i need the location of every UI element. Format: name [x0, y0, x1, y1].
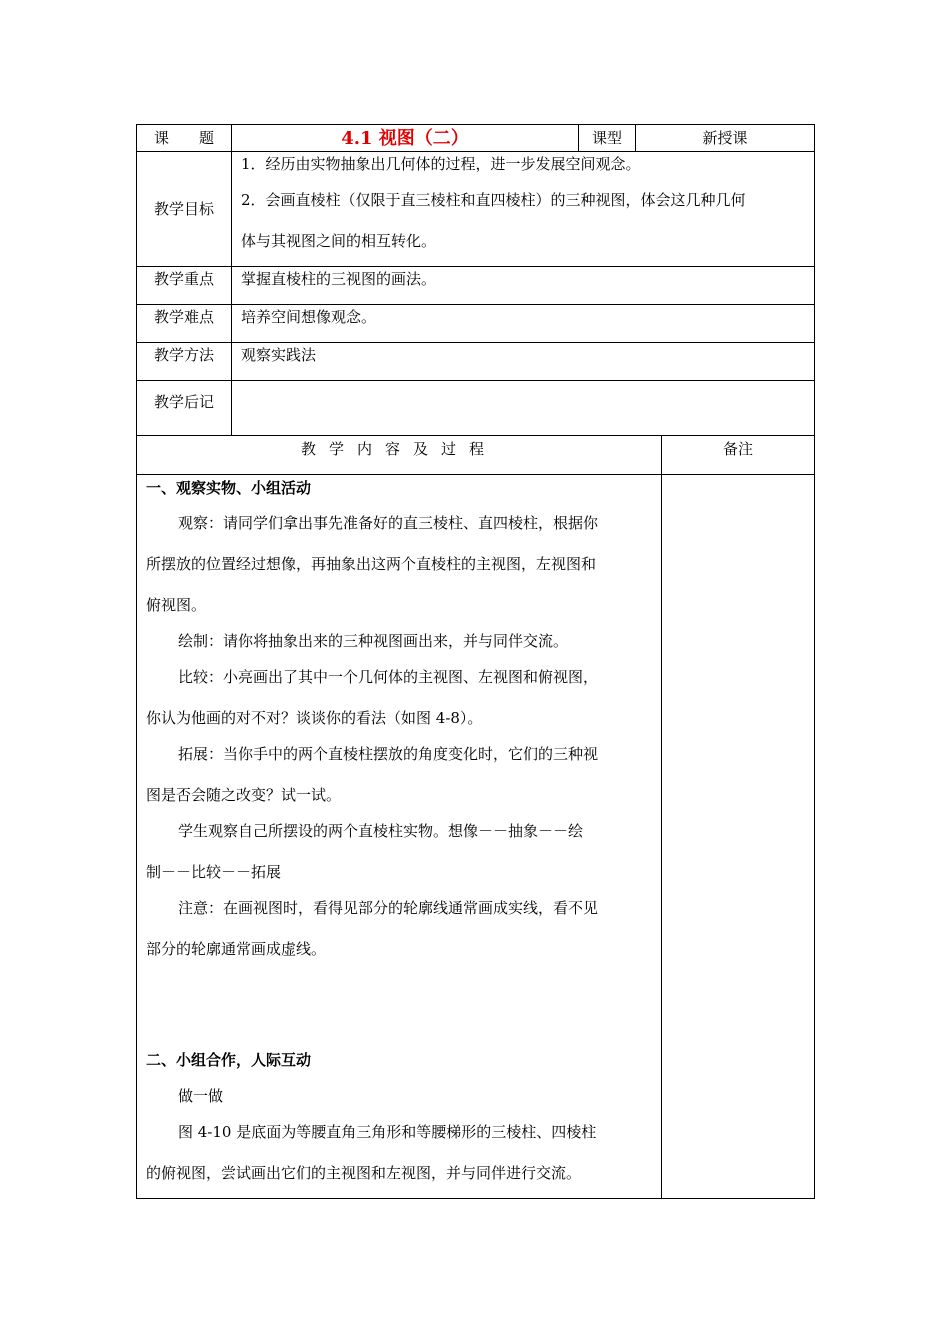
section-1-line-6: 你认为他画的对不对？谈谈你的看法（如图 4-8）。 — [146, 709, 483, 727]
rule-after-topic — [136, 151, 815, 152]
reflection-label: 教学后记 — [153, 393, 214, 411]
section-1-line-12: 部分的轮廓通常画成虚线。 — [146, 940, 327, 958]
method-value: 观察实践法 — [241, 346, 317, 364]
key-point-value: 掌握直棱柱的三视图的画法。 — [241, 270, 437, 288]
lesson-type-label: 课型 — [591, 129, 622, 147]
section-2-heading: 二、小组合作，人际互动 — [146, 1051, 312, 1069]
section-1-line-3: 俯视图。 — [146, 596, 207, 614]
rule-after-difficulty — [136, 342, 815, 343]
rule-after-focus — [136, 304, 815, 305]
objective-2-continued: 体与其视图之间的相互转化。 — [241, 232, 437, 250]
objective-1: 1．经历由实物抽象出几何体的过程，进一步发展空间观念。 — [241, 155, 641, 173]
lesson-title: 4.1 视图（二） — [341, 128, 469, 149]
section-1-line-4: 绘制：请你将抽象出来的三种视图画出来，并与同伴交流。 — [178, 632, 569, 650]
section-2-line-3: 的俯视图，尝试画出它们的主视图和左视图，并与同伴进行交流。 — [146, 1164, 582, 1182]
section-2-line-2: 图 4-10 是底面为等腰直角三角形和等腰梯形的三棱柱、四棱柱 — [178, 1123, 597, 1141]
section-2-line-1: 做一做 — [178, 1087, 224, 1105]
section-1-line-5: 比较：小亮画出了其中一个几何体的主视图、左视图和俯视图， — [178, 668, 599, 686]
objectives-label: 教学目标 — [153, 200, 214, 218]
rule-remarks-column — [661, 435, 662, 1198]
section-1-line-11: 注意：在画视图时，看得见部分的轮廓线通常画成实线，看不见 — [178, 899, 599, 917]
section-1-heading: 一、观察实物、小组活动 — [146, 479, 312, 497]
lesson-type-value: 新授课 — [702, 129, 748, 147]
section-1-line-8: 图是否会随之改变？试一试。 — [146, 786, 342, 804]
section-1-line-10: 制－－比较－－拓展 — [146, 863, 282, 881]
method-label: 教学方法 — [153, 346, 214, 364]
rule-right — [814, 124, 815, 1199]
key-point-label: 教学重点 — [153, 270, 214, 288]
section-1-line-7: 拓展：当你手中的两个直棱柱摆放的角度变化时，它们的三种视 — [178, 745, 599, 763]
rule-after-content-header — [136, 474, 815, 475]
section-1-line-9: 学生观察自己所摆设的两个直棱柱实物。想像－－抽象－－绘 — [178, 822, 584, 840]
rule-after-method — [136, 380, 815, 381]
rule-after-notes — [136, 435, 815, 436]
section-1-line-1: 观察：请同学们拿出事先准备好的直三棱柱、直四棱柱，根据你 — [178, 514, 599, 532]
section-1-line-2: 所摆放的位置经过想像，再抽象出这两个直棱柱的主视图，左视图和 — [146, 555, 597, 573]
topic-label: 课 题 — [153, 129, 214, 147]
rule-after-goals — [136, 266, 815, 267]
remarks-header: 备注 — [722, 440, 753, 458]
difficulty-label: 教学难点 — [153, 308, 214, 326]
rule-top — [136, 124, 815, 125]
content-header: 教学内容及过程 — [300, 440, 497, 458]
objective-2: 2．会画直棱柱（仅限于直三棱柱和直四棱柱）的三种视图，体会这几种几何 — [241, 191, 746, 209]
rule-bottom — [136, 1198, 815, 1199]
difficulty-value: 培养空间想像观念。 — [241, 308, 377, 326]
rule-label-column — [231, 124, 232, 436]
